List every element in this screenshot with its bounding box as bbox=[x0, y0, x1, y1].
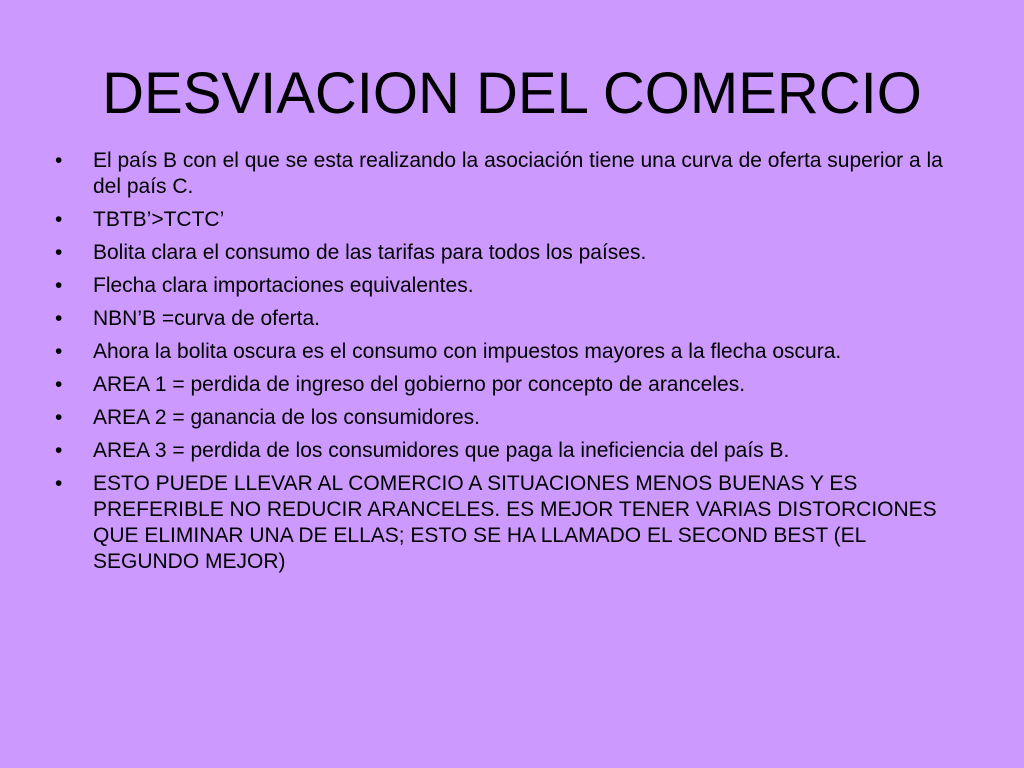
bullet-dot-icon: • bbox=[55, 340, 63, 363]
bullet-item bbox=[53, 273, 953, 299]
bullet-text: AREA 3 = perdida de los consumidores que paga la ineficiencia del país B. bbox=[93, 439, 790, 462]
bullet-text: NBN’B =curva de oferta. bbox=[93, 307, 321, 330]
bullet-dot-icon: • bbox=[55, 274, 63, 297]
bullet-item bbox=[53, 148, 953, 200]
bullet-list bbox=[53, 148, 953, 582]
bullet-item bbox=[53, 306, 953, 332]
bullet-text: Ahora la bolita oscura es el consumo con impuestos mayores a la flecha oscura. bbox=[93, 340, 842, 363]
bullet-item bbox=[53, 438, 953, 464]
bullet-item bbox=[53, 405, 953, 431]
bullet-text: Flecha clara importaciones equivalentes. bbox=[93, 274, 474, 297]
bullet-text: TBTB’>TCTC’ bbox=[93, 208, 225, 231]
bullet-dot-icon: • bbox=[55, 149, 63, 172]
bullet-item bbox=[53, 339, 953, 365]
bullet-text: El país B con el que se esta realizando la asociación tiene una curva de oferta superior a la del país C. bbox=[93, 149, 943, 198]
bullet-text: Bolita clara el consumo de las tarifas para todos los países. bbox=[93, 241, 647, 264]
bullet-item bbox=[53, 207, 953, 233]
bullet-item bbox=[53, 471, 953, 575]
bullet-text: AREA 1 = perdida de ingreso del gobierno por concepto de aranceles. bbox=[93, 373, 746, 396]
bullet-dot-icon: • bbox=[55, 208, 63, 231]
bullet-item bbox=[53, 372, 953, 398]
bullet-dot-icon: • bbox=[55, 241, 63, 264]
bullet-dot-icon: • bbox=[55, 307, 63, 330]
slide-title: DESVIACION DEL COMERCIO bbox=[102, 61, 922, 126]
bullet-text: AREA 2 = ganancia de los consumidores. bbox=[93, 406, 480, 429]
bullet-item bbox=[53, 240, 953, 266]
bullet-dot-icon: • bbox=[55, 373, 63, 396]
bullet-dot-icon: • bbox=[55, 472, 63, 495]
bullet-dot-icon: • bbox=[55, 439, 63, 462]
bullet-text: ESTO PUEDE LLEVAR AL COMERCIO A SITUACIONES MENOS BUENAS Y ES PREFERIBLE NO REDUCIR ARANCELES. ES MEJOR TENER VARIAS DISTORCIONES QUE ELIMINAR UNA DE ELLAS; ESTO SE HA LLAMADO EL SECOND BEST (EL SEGUNDO MEJOR) bbox=[93, 472, 937, 573]
bullet-dot-icon: • bbox=[55, 406, 63, 429]
